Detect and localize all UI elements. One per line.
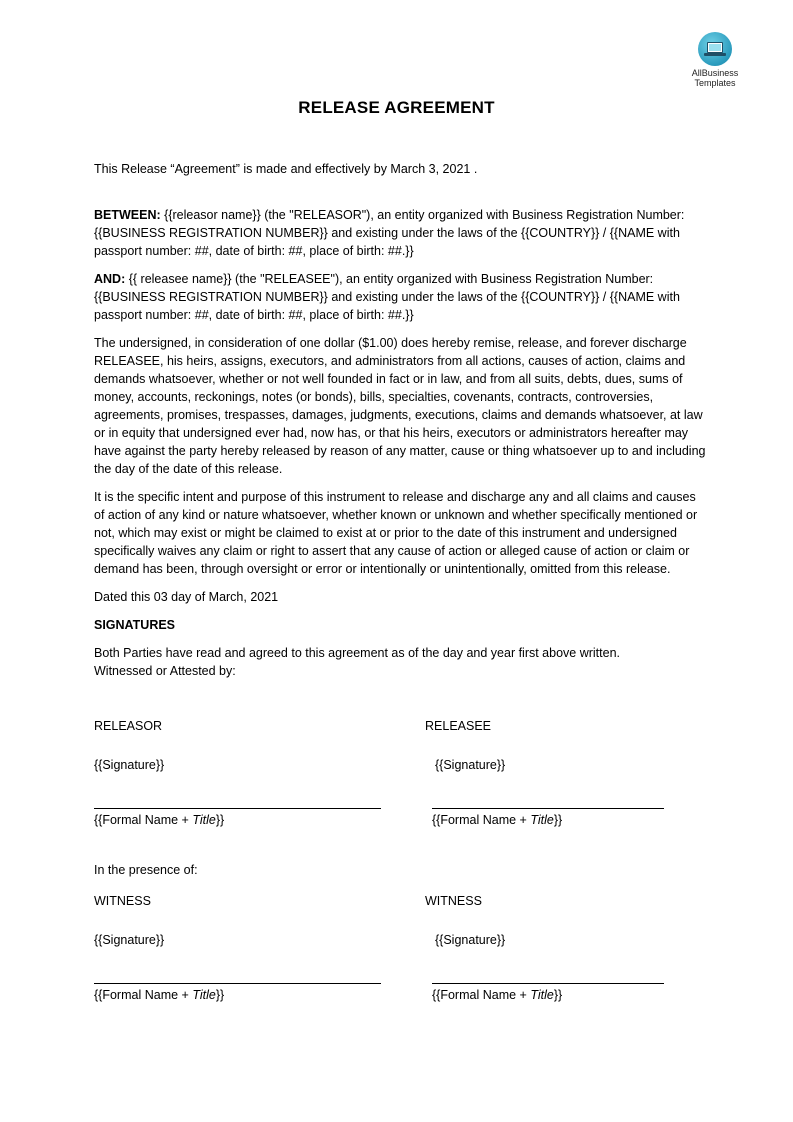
witness-left-signature-line	[94, 983, 381, 984]
brand-line-2: Templates	[694, 78, 736, 88]
agreement-line: Both Parties have read and agreed to this agreement as of the day and year first above written.	[94, 646, 621, 660]
witnessed-line: Witnessed or Attested by:	[94, 664, 236, 678]
document-body	[94, 160, 706, 680]
signatures-heading: SIGNATURES	[94, 618, 176, 632]
and-paragraph	[94, 270, 706, 324]
witness-left-signature: {{Signature}}	[94, 933, 165, 947]
between-label: BETWEEN:	[94, 208, 161, 222]
release-paragraph: The undersigned, in consideration of one dollar ($1.00) does hereby remise, release, and forever discharge RELEASEE, his heirs, assigns, executors, and administrators from all actions, causes of action, claims and demands whatsoever, whether or not well founded in fact or in law, and from all suits, debts, dues, sums of money, accounts, reckonings, notes (or bonds), bills, specialties, covenants, contracts, controversies, agreements, promises, trespasses, damages, judgments, executions, claims and demands whatsoever, at law or in equity that undersigned ever had, now has, or that his heirs, executors or administrators hereafter may have against the party hereby released by reason of any matter, cause or thing whatsoever up to and including the day of the date of this release.	[94, 336, 706, 476]
releasee-label: RELEASEE	[425, 719, 492, 733]
brand-line-1: AllBusiness	[691, 68, 739, 78]
document-title: RELEASE AGREEMENT	[298, 98, 495, 117]
and-label: AND:	[94, 272, 126, 286]
laptop-icon	[698, 32, 732, 66]
releasee-signature: {{Signature}}	[435, 758, 506, 772]
intro-paragraph: This Release “Agreement” is made and effectively by March 3, 2021 .	[94, 162, 478, 176]
witness-right-signature-line	[432, 983, 664, 984]
brand-logo	[686, 32, 744, 88]
releasee-formal-name: {{Formal Name + Title}}	[432, 813, 563, 827]
releasee-signature-line	[432, 808, 664, 809]
brand-name	[686, 68, 744, 88]
witness-left-label: WITNESS	[94, 894, 151, 908]
releasor-label: RELEASOR	[94, 719, 163, 733]
presence-line: In the presence of:	[94, 863, 198, 877]
dated-line: Dated this 03 day of March, 2021	[94, 590, 279, 604]
releasor-formal-name: {{Formal Name + Title}}	[94, 813, 225, 827]
witness-right-signature: {{Signature}}	[435, 933, 506, 947]
between-text: {{releasor name}} (the "RELEASOR"), an entity organized with Business Registration Number: {{BUSINESS REGISTRATION NUMBER}} and existing under the laws of the {{COUNTRY}} / {{NAME with passport number: ##, date of birth: ##, place of birth: ##.}}	[94, 208, 685, 258]
witness-right-label: WITNESS	[425, 894, 482, 908]
witness-right-formal-name: {{Formal Name + Title}}	[432, 988, 563, 1002]
releasor-signature-line	[94, 808, 381, 809]
releasor-signature: {{Signature}}	[94, 758, 165, 772]
between-paragraph	[94, 206, 706, 260]
intent-paragraph: It is the specific intent and purpose of this instrument to release and discharge any and all claims and causes of action of any kind or nature whatsoever, whether known or unknown and whether specifically mentioned or not, which may exist or might be claimed to exist at or prior to the date of this instrument and undersigned specifically waives any claim or right to assert that any cause of action or alleged cause of action or claim or demand has been, through oversight or error or intentionally or unintentionally, omitted from this release.	[94, 490, 698, 576]
witness-left-formal-name: {{Formal Name + Title}}	[94, 988, 225, 1002]
and-text: {{ releasee name}} (the "RELEASEE"), an entity organized with Business Registration Number: {{BUSINESS REGISTRATION NUMBER}} and existing under the laws of the {{COUNTRY}} / {{NAME with passport number: ##, date of birth: ##, place of birth: ##.}}	[94, 272, 680, 322]
